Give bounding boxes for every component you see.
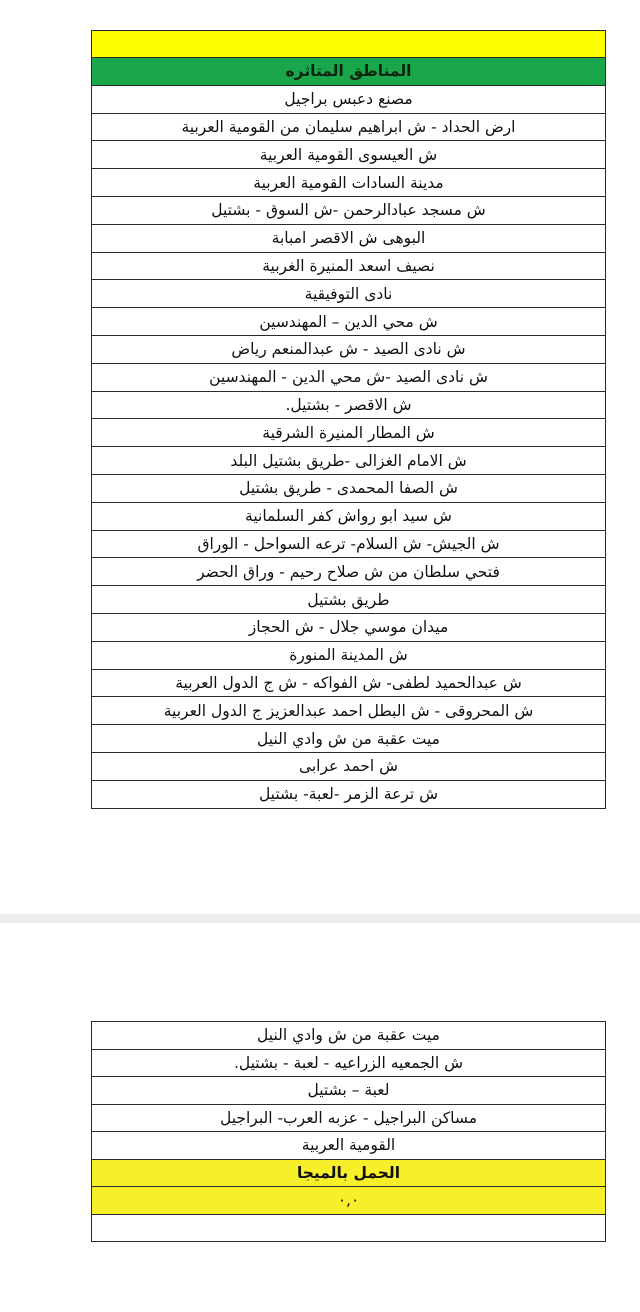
area-cell: ش محي الدين – المهندسين [92,308,606,336]
area-cell: نصيف اسعد المنيرة الغربية [92,252,606,280]
table-row [92,419,606,447]
table-row [92,335,606,363]
table-row [92,113,606,141]
table-row [92,1049,606,1077]
yellow-header-bar [92,31,606,58]
table-row [92,85,606,113]
table-row [92,558,606,586]
area-cell: البوهى ش الاقصر امبابة [92,224,606,252]
load-value-cell: ٠,٠ [92,1187,606,1215]
area-cell: ش احمد عرابى [92,752,606,780]
area-cell: نادى التوفيقية [92,280,606,308]
affected-areas-table-1 [91,30,606,809]
table-row [92,669,606,697]
area-cell: ش عبدالحميد لطفى- ش الفواكه - ش ج الدول العربية [92,669,606,697]
affected-areas-table-2 [91,1021,606,1242]
area-cell: ش الجمعيه الزراعيه - لعبة - بشتيل. [92,1049,606,1077]
load-value-row [92,1187,606,1215]
table-row [92,725,606,753]
table-row [92,1077,606,1105]
table-row [92,1022,606,1050]
area-cell: مدينة السادات القومية العربية [92,169,606,197]
load-label-cell: الحمل بالميجا [92,1159,606,1187]
table-row [92,502,606,530]
table-row [92,169,606,197]
area-cell: لعبة – بشتيل [92,1077,606,1105]
affected-areas-header: المناطق المتاثره [92,58,606,86]
table-row [92,308,606,336]
table-row [92,474,606,502]
area-cell: ش الجيش- ش السلام- ترعه السواحل - الوراق [92,530,606,558]
yellow-bar-cell [92,31,606,58]
table-row [92,613,606,641]
table-row [92,196,606,224]
table-row [92,141,606,169]
area-cell: مساكن البراجيل - عزبه العرب- البراجيل [92,1104,606,1132]
area-cell: ش مسجد عبادالرحمن -ش السوق - بشتيل [92,196,606,224]
table-row [92,1132,606,1160]
area-cell: فتحي سلطان من ش صلاح رحيم - وراق الحضر [92,558,606,586]
area-cell: ش المدينة المنورة [92,641,606,669]
area-cell: القومية العربية [92,1132,606,1160]
area-cell: ش نادى الصيد -ش محي الدين - المهندسين [92,363,606,391]
area-cell: ميت عقبة من ش وادي النيل [92,725,606,753]
table-row [92,391,606,419]
area-cell: ميدان موسي جلال - ش الحجاز [92,613,606,641]
area-cell: طريق بشتيل [92,586,606,614]
load-label-row [92,1159,606,1187]
area-cell: ش سيد ابو رواش كفر السلمانية [92,502,606,530]
area-cell: ش المحروقى - ش البطل احمد عبدالعزيز ج الدول العربية [92,697,606,725]
table-row [92,530,606,558]
area-cell: ش الصفا المحمدى - طريق بشتيل [92,474,606,502]
table-row [92,1104,606,1132]
area-cell: ش الامام الغزالى -طريق بشتيل البلد [92,447,606,475]
empty-row [92,1214,606,1242]
area-cell: ش ترعة الزمر -لعبة- بشتيل [92,780,606,808]
area-cell: مصنع دعبس براجيل [92,85,606,113]
table-row [92,586,606,614]
table-row [92,280,606,308]
area-cell: ش العيسوى القومية العربية [92,141,606,169]
table-row [92,780,606,808]
area-cell: ش المطار المنيرة الشرقية [92,419,606,447]
empty-cell [92,1214,606,1242]
table-row [92,752,606,780]
table-row [92,447,606,475]
table-row [92,363,606,391]
area-cell: ش نادى الصيد - ش عبدالمنعم رياض [92,335,606,363]
page-divider [0,914,640,923]
table-row [92,641,606,669]
table-header-row [92,58,606,86]
table-row [92,224,606,252]
area-cell: ميت عقبة من ش وادي النيل [92,1022,606,1050]
table-row [92,697,606,725]
area-cell: ارض الحداد - ش ابراهيم سليمان من القومية العربية [92,113,606,141]
area-cell: ش الاقصر - بشتيل. [92,391,606,419]
table-row [92,252,606,280]
